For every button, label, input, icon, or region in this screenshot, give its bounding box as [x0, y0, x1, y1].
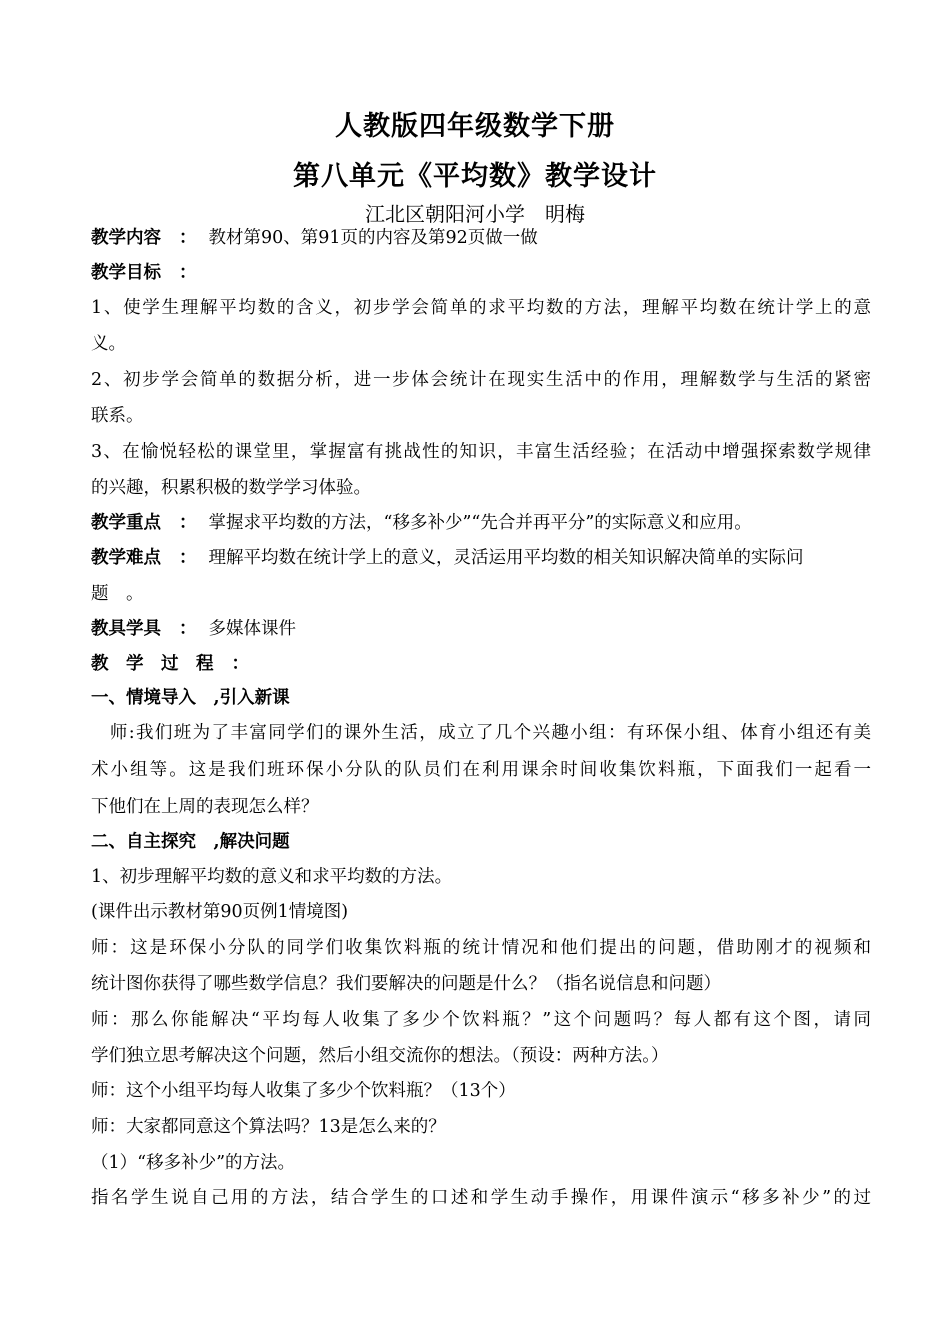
process-label: 教 学 过 程	[91, 654, 214, 674]
teaching-process-heading	[91, 650, 871, 675]
section-1-para-line-1: 师:我们班为了丰富同学们的课外生活，成立了几个兴趣小组：有环保小组、体育小组还有美	[91, 723, 871, 743]
section-1-para-line-3: 下他们在上周的表现怎么样？	[91, 797, 319, 817]
difficulty-text-line-2: 题 。	[91, 584, 144, 604]
teaching-difficulty	[91, 544, 871, 569]
teaching-content	[91, 224, 871, 249]
tools-text: 多媒体课件	[208, 619, 296, 639]
tools-label: 教具学具	[91, 619, 161, 639]
teaching-key-point	[91, 509, 871, 534]
section-1-title: 一、情境导入 ,引入新课	[91, 688, 290, 708]
key-label: 教学重点	[91, 513, 161, 533]
goal-3-line-2: 的兴趣，积累积极的数学学习体验。	[91, 478, 371, 498]
section-2-line-3: 师：这是环保小分队的同学们收集饮料瓶的统计情况和他们提出的问题，借助刚才的视频和	[91, 938, 871, 958]
goal-2-line-1: 2、初步学会简单的数据分析，进一步体会统计在现实生活中的作用，理解数学与生活的紧密	[91, 370, 871, 390]
section-2-title: 二、自主探究 ,解决问题	[91, 832, 290, 852]
goals-colon: ：	[179, 263, 197, 283]
goal-3-line-1: 3、在愉悦轻松的课堂里，掌握富有挑战性的知识，丰富生活经验；在活动中增强探索数学规律	[91, 442, 871, 462]
section-2-line-10: 指名学生说自己用的方法，结合学生的口述和学生动手操作，用课件演示“移多补少”的过	[91, 1188, 871, 1208]
content-label: 教学内容	[91, 228, 161, 248]
section-2-line-9: （1）“移多补少”的方法。	[91, 1153, 296, 1173]
key-colon: ：	[179, 513, 197, 533]
section-2-line-7: 师：这个小组平均每人收集了多少个饮料瓶？（13个）	[91, 1081, 516, 1101]
section-2-line-5: 师：那么你能解决“平均每人收集了多少个饮料瓶？”这个问题吗？每人都有这个图，请同	[91, 1010, 871, 1030]
section-2-line-6: 学们独立思考解决这个问题，然后小组交流你的想法。（预设：两种方法。）	[91, 1046, 669, 1066]
difficulty-colon: ：	[179, 548, 197, 568]
goal-2-line-2: 联系。	[91, 406, 144, 426]
doc-subtitle: 第八单元《平均数》教学设计	[293, 161, 657, 192]
difficulty-label: 教学难点	[91, 548, 161, 568]
section-1-para-line-2: 术小组等。这是我们班环保小分队的队员们在利用课余时间收集饮料瓶，下面我们一起看一	[91, 760, 871, 780]
section-2-line-4: 统计图你获得了哪些数学信息？我们要解决的问题是什么？（指名说信息和问题）	[91, 974, 721, 994]
teaching-goals-heading	[91, 259, 871, 284]
goals-label: 教学目标	[91, 263, 161, 283]
goal-1-line-2: 义。	[91, 334, 126, 354]
section-2-line-2: (课件出示教材第90页例1情境图)	[91, 902, 349, 922]
teaching-tools	[91, 615, 871, 640]
tools-colon: ：	[179, 619, 197, 639]
section-2-line-1: 1、初步理解平均数的意义和求平均数的方法。	[91, 867, 453, 887]
difficulty-text: 理解平均数在统计学上的意义，灵活运用平均数的相关知识解决简单的实际问	[208, 548, 804, 568]
content-colon: ：	[179, 228, 197, 248]
goal-1-line-1: 1、使学生理解平均数的含义，初步学会简单的求平均数的方法，理解平均数在统计学上的意	[91, 298, 871, 318]
section-2-line-8: 师：大家都同意这个算法吗？13是怎么来的？	[91, 1117, 446, 1137]
doc-title: 人教版四年级数学下册	[335, 111, 615, 142]
process-colon: ：	[231, 654, 249, 674]
doc-author: 江北区朝阳河小学 明梅	[365, 202, 585, 226]
key-text: 掌握求平均数的方法，“移多补少”“先合并再平分”的实际意义和应用。	[208, 513, 752, 533]
content-text: 教材第90、第91页的内容及第92页做一做	[208, 228, 538, 248]
